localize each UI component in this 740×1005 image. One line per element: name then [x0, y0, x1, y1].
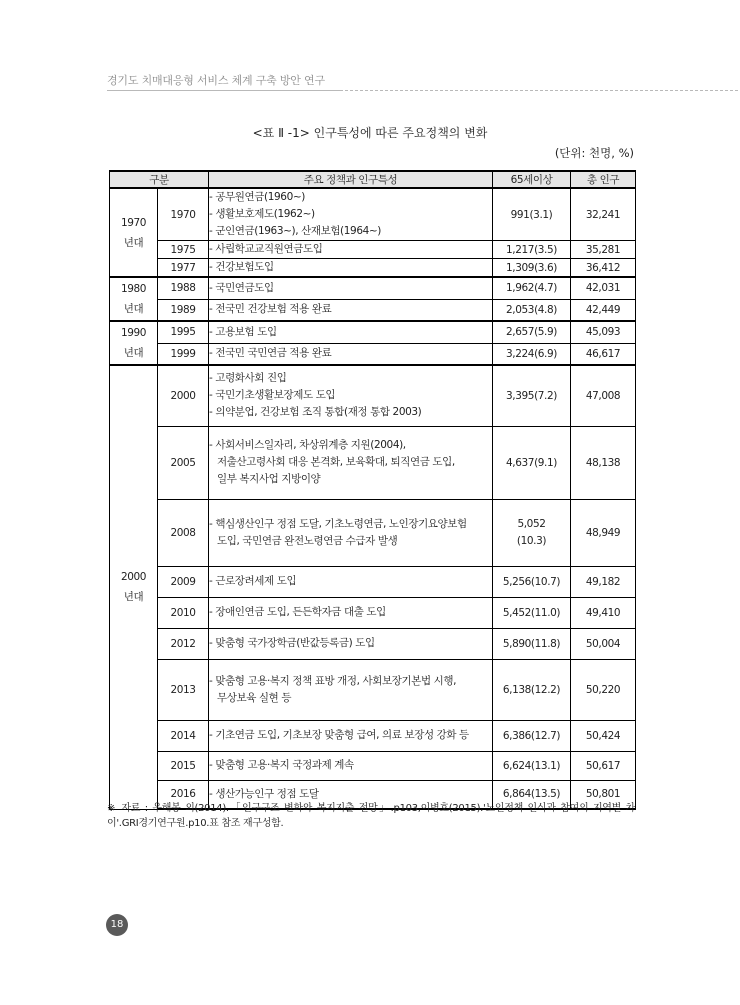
row-total: 36,412: [571, 259, 636, 278]
row-total: 42,031: [571, 277, 636, 299]
row-age65: 991(3.1): [493, 188, 571, 241]
decade-2000: 2000 년대: [110, 365, 158, 809]
decade-1990: 1990 년대: [110, 321, 158, 365]
table-row: [110, 241, 636, 259]
row-total: 50,617: [571, 751, 636, 780]
row-policy: - 건강보험도입: [209, 259, 493, 278]
row-year: 2010: [158, 597, 209, 628]
row-policy: - 생산가능인구 정점 도달: [209, 780, 493, 809]
row-policy: - 전국민 국민연금 적용 완료: [209, 343, 493, 365]
row-total: 49,410: [571, 597, 636, 628]
table-row: [110, 259, 636, 278]
row-age65: 3,224(6.9): [493, 343, 571, 365]
table-row: [110, 299, 636, 321]
row-year: 1977: [158, 259, 209, 278]
table-row: [110, 343, 636, 365]
row-year: 2012: [158, 628, 209, 659]
table-row: [110, 597, 636, 628]
row-age65: 6,138(12.2): [493, 659, 571, 720]
row-age65: 6,386(12.7): [493, 720, 571, 751]
row-total: 50,424: [571, 720, 636, 751]
header-category: 구분: [110, 171, 209, 188]
header-dashed-rule: [340, 90, 738, 91]
row-total: 42,449: [571, 299, 636, 321]
policy-table: [109, 170, 636, 810]
row-age65: 5,452(11.0): [493, 597, 571, 628]
row-year: 2000: [158, 365, 209, 426]
row-year: 2015: [158, 751, 209, 780]
row-total: 32,241: [571, 188, 636, 241]
source-note: ※ 자료 : 우해봉 외(2014).「인구구조 변화와 복지지출 전망」.p103,이병호(2015).'노인정책 인식과 참여의 지역별 차이'.GRI경기연구원.p10.표 참조 재구성함.: [107, 803, 635, 829]
row-year: 1970: [158, 188, 209, 241]
row-policy: - 고용보험 도입: [209, 321, 493, 343]
table-row: [110, 321, 636, 343]
header-total: 총 인구: [571, 171, 636, 188]
row-total: 45,093: [571, 321, 636, 343]
row-age65: 5,890(11.8): [493, 628, 571, 659]
row-total: 47,008: [571, 365, 636, 426]
row-policy: - 고령화사회 진입 - 국민기초생활보장제도 도입 - 의약분업, 건강보험 조직 통합(재정 통합 2003): [209, 365, 493, 426]
row-total: 49,182: [571, 566, 636, 597]
row-year: 1975: [158, 241, 209, 259]
table-row: [110, 659, 636, 720]
row-policy: - 사립학교교직원연금도입: [209, 241, 493, 259]
row-year: 1989: [158, 299, 209, 321]
row-policy: - 장애인연금 도입, 든든학자금 대출 도입: [209, 597, 493, 628]
running-header: 경기도 치매대응형 서비스 체계 구축 방안 연구: [107, 74, 325, 87]
row-year: 1999: [158, 343, 209, 365]
row-year: 2009: [158, 566, 209, 597]
row-year: 2008: [158, 499, 209, 566]
row-total: 50,220: [571, 659, 636, 720]
row-age65: 6,624(13.1): [493, 751, 571, 780]
row-year: 2014: [158, 720, 209, 751]
row-policy: - 기초연금 도입, 기초보장 맞춤형 급여, 의료 보장성 강화 등: [209, 720, 493, 751]
row-age65: 5,052 (10.3): [493, 499, 571, 566]
row-age65: 2,657(5.9): [493, 321, 571, 343]
row-age65: 1,217(3.5): [493, 241, 571, 259]
row-policy: - 국민연금도입: [209, 277, 493, 299]
row-total: 48,138: [571, 426, 636, 499]
table-row: [110, 426, 636, 499]
row-year: 2013: [158, 659, 209, 720]
row-policy: - 맞춤형 국가장학금(반값등록금) 도입: [209, 628, 493, 659]
row-total: 50,004: [571, 628, 636, 659]
row-total: 50,801: [571, 780, 636, 809]
row-age65: 1,309(3.6): [493, 259, 571, 278]
row-age65: 4,637(9.1): [493, 426, 571, 499]
row-year: 1988: [158, 277, 209, 299]
table-header-row: [110, 171, 636, 188]
table-row: [110, 566, 636, 597]
row-year: 1995: [158, 321, 209, 343]
row-total: 46,617: [571, 343, 636, 365]
table-row: [110, 751, 636, 780]
page-number: 18: [106, 914, 128, 936]
row-policy: - 전국민 건강보험 적용 완료: [209, 299, 493, 321]
table-row: [110, 365, 636, 426]
decade-1980: 1980 년대: [110, 277, 158, 321]
row-policy: - 공무원연금(1960~) - 생활보호제도(1962~) - 군인연금(1963~), 산재보험(1964~): [209, 188, 493, 241]
row-policy: - 핵심생산인구 정점 도달, 기초노령연금, 노인장기요양보험 도입, 국민연금 완전노령연금 수급자 발생: [209, 499, 493, 566]
row-policy: - 맞춤형 고용·복지 정책 표방 개정, 사회보장기본법 시행, 무상보육 실현 등: [209, 659, 493, 720]
row-age65: 3,395(7.2): [493, 365, 571, 426]
row-year: 2005: [158, 426, 209, 499]
header-policy: 주요 정책과 인구특성: [209, 171, 493, 188]
row-policy: - 맞춤형 고용·복지 국정과제 계속: [209, 751, 493, 780]
table-row: [110, 499, 636, 566]
row-total: 48,949: [571, 499, 636, 566]
header-rule: [107, 90, 340, 91]
row-total: 35,281: [571, 241, 636, 259]
table-row: [110, 628, 636, 659]
row-age65: 1,962(4.7): [493, 277, 571, 299]
row-policy: - 근로장려세제 도입: [209, 566, 493, 597]
row-year: 2016: [158, 780, 209, 809]
table-row: [110, 188, 636, 241]
header-age65: 65세이상: [493, 171, 571, 188]
unit-note: (단위: 천명, %): [554, 146, 634, 160]
decade-1970: 1970 년대: [110, 188, 158, 277]
row-age65: 5,256(10.7): [493, 566, 571, 597]
table-title: <표 Ⅱ -1> 인구특성에 따른 주요정책의 변화: [252, 126, 488, 140]
row-age65: 2,053(4.8): [493, 299, 571, 321]
table-row: [110, 277, 636, 299]
row-policy: - 사회서비스일자리, 차상위계층 지원(2004), 저출산고령사회 대응 본격화, 보육확대, 퇴직연금 도입, 일부 복지사업 지방이양: [209, 426, 493, 499]
row-age65: 6,864(13.5): [493, 780, 571, 809]
table-row: [110, 720, 636, 751]
